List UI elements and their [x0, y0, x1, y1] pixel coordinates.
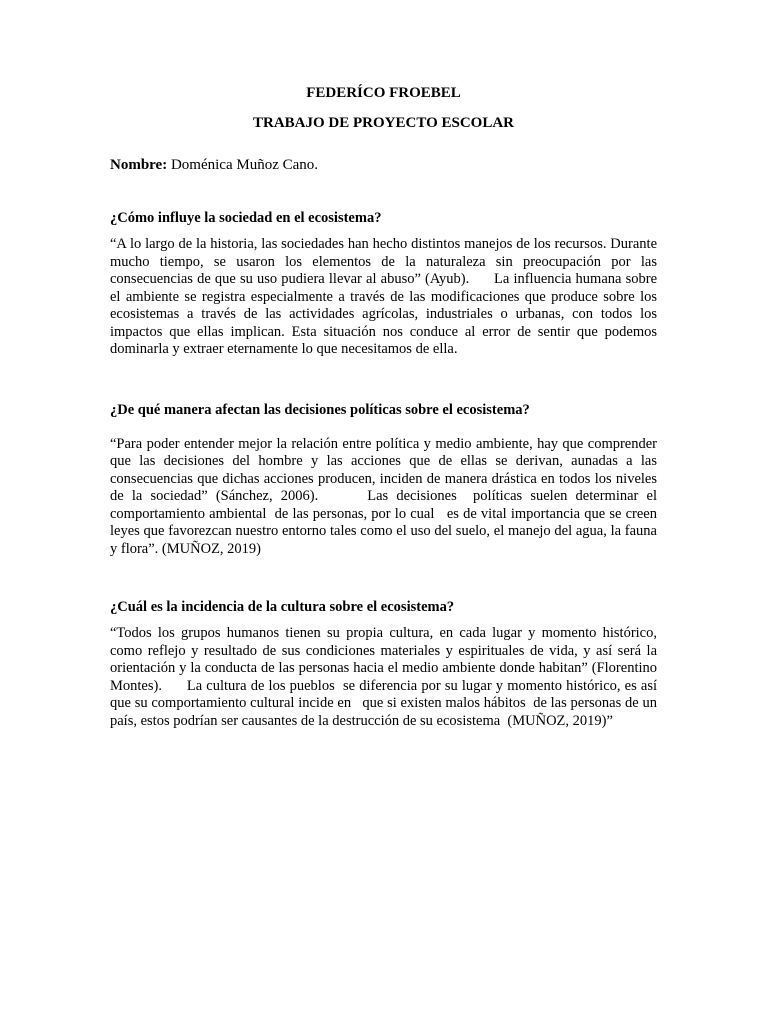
project-title: TRABAJO DE PROYECTO ESCOLAR: [252, 115, 514, 131]
question-heading: ¿Cuál es la incidencia de la cultura sobre el ecosistema?: [110, 599, 455, 615]
answer-paragraph: “Todos los grupos humanos tienen su propia cultura, en cada lugar y momento histórico, como reflejo y resultado de sus condiciones materiales y espirituales de vida, y así será la orientación y la conducta de las personas hacia el medio ambiente donde habitan” (Florentino Montes). La cultura de los pueblos se diferencia por su lugar y momento histórico, es así que su comportamiento cultural incide en que si existen malos hábitos de las personas de un país, estos podrían ser causantes de la destrucción de su ecosistema (MUÑOZ, 2019)”: [110, 625, 661, 729]
student-name-line: [110, 156, 657, 174]
name-value: Doménica Muñoz Cano.: [167, 157, 319, 173]
question-heading: ¿Cómo influye la sociedad en el ecosistema?: [110, 210, 382, 226]
school-title: FEDERÍCO FROEBEL: [306, 85, 461, 101]
question-heading: ¿De qué manera afectan las decisiones políticas sobre el ecosistema?: [110, 401, 530, 418]
name-label: Nombre:: [110, 157, 168, 173]
answer-paragraph: “Para poder entender mejor la relación entre política y medio ambiente, hay que comprender que las decisiones del hombre y las acciones que de ellas se derivan, aunadas a las consecuencias que dichas acciones producen, inciden de manera drástica en todos los niveles de la sociedad” (Sánchez, 2006). Las decisiones políticas suelen determinar el comportamiento ambiental de las personas, por lo cual es de vital importancia que se creen leyes que favorezcan nuestro entorno tales como el uso del suelo, el manejo del agua, la fauna y flora”. (MUÑOZ, 2019): [110, 435, 661, 557]
document-page: [110, 84, 661, 730]
answer-paragraph: “A lo largo de la historia, las sociedades han hecho distintos manejos de los recursos. Durante mucho tiempo, se usaron los elementos de la naturaleza sin preocupación por las consecuencias de que su uso pudiera llevar al abuso” (Ayub). La influencia humana sobre el ambiente se registra especialmente a través de las modificaciones que produce sobre los ecosistemas a través de las actividades agrícolas, industriales o urbanas, con todos los impactos que ellas implican. Esta situación nos conduce al error de sentir que podemos dominarla y extraer eternamente lo que necesitamos de ella.: [110, 236, 661, 357]
